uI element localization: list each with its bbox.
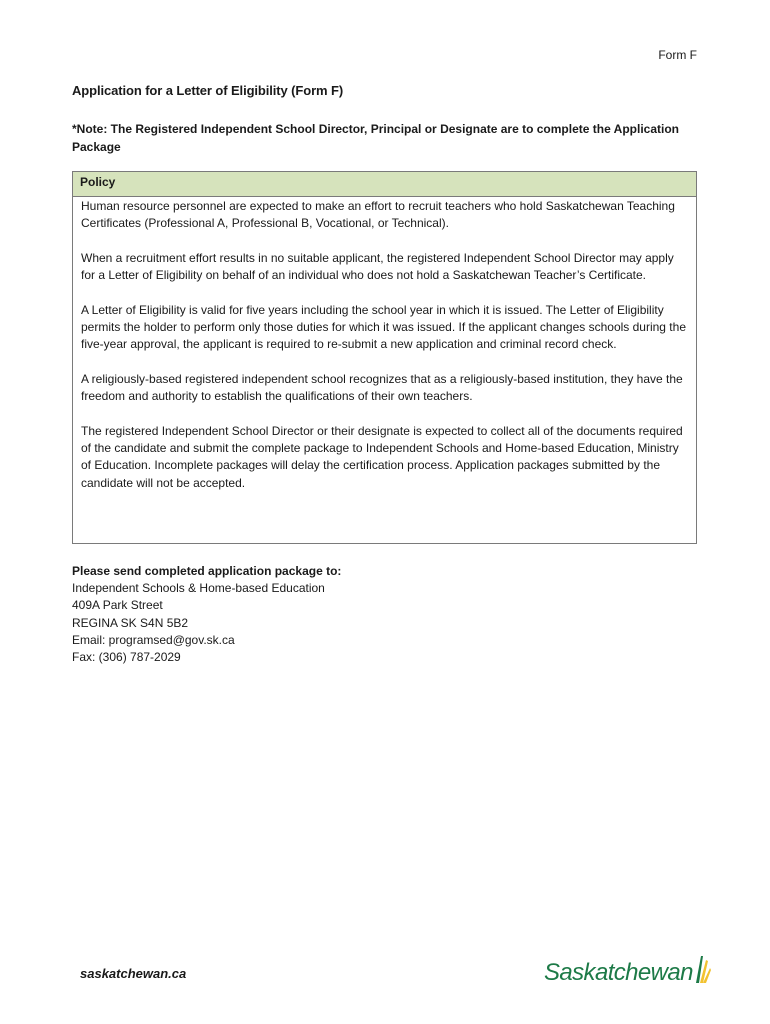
note-text: *Note: The Registered Independent School Director, Principal or Designate are to complete the Application Package: [72, 122, 679, 154]
policy-paragraph-3: A Letter of Eligibility is valid for five years including the school year in which it is issued. The Letter of Eligibility permits the holder to perform only those duties for which it was issued. If the applicant changes schools during the five-year approval, the applicant is required to re-submit a new application and criminal record check.: [81, 302, 686, 352]
address-email[interactable]: Email: programsed@gov.sk.ca: [72, 632, 235, 647]
policy-paragraph-5: The registered Independent School Director or their designate is expected to collect all of the documents required of the candidate and submit the complete package to Independent Schools and Home-based Education, Ministry of Education. Incomplete packages will delay the certification process. Application packages submitted by the candidate will not be accepted.: [81, 423, 683, 490]
policy-box: [72, 171, 697, 544]
logo-wordmark: Saskatchewan: [544, 959, 693, 986]
policy-heading: Policy: [73, 172, 696, 197]
form-label: Form F: [658, 48, 697, 62]
policy-paragraph-4: A religiously-based registered independent school recognizes that as a religiously-based institution, they have the freedom and authority to establish the qualifications of their own teachers.: [81, 371, 683, 404]
address-organization: Independent Schools & Home-based Education: [72, 581, 325, 596]
saskatchewan-logo: [543, 950, 711, 990]
address-street: 409A Park Street: [72, 598, 163, 613]
send-heading: Please send completed application package to:: [72, 564, 342, 578]
page-title: Application for a Letter of Eligibility (Form F): [72, 83, 344, 98]
address-fax: Fax: (306) 787-2029: [72, 650, 181, 665]
wheat-sheaf-icon: [696, 956, 711, 983]
mailing-address: [72, 563, 341, 666]
address-city: REGINA SK S4N 5B2: [72, 615, 189, 630]
policy-body: [73, 197, 696, 492]
policy-paragraph-1: Human resource personnel are expected to make an effort to recruit teachers who hold Saskatchewan Teaching Certificates (Professional A, Professional B, Vocational, or Technical).: [81, 199, 675, 231]
policy-paragraph-2: When a recruitment effort results in no suitable applicant, the registered Independent School Director may apply for a Letter of Eligibility on behalf of an individual who does not hold a Saskatchewan Teacher’s Certificate.: [81, 250, 674, 283]
footer-url[interactable]: saskatchewan.ca: [80, 966, 187, 981]
